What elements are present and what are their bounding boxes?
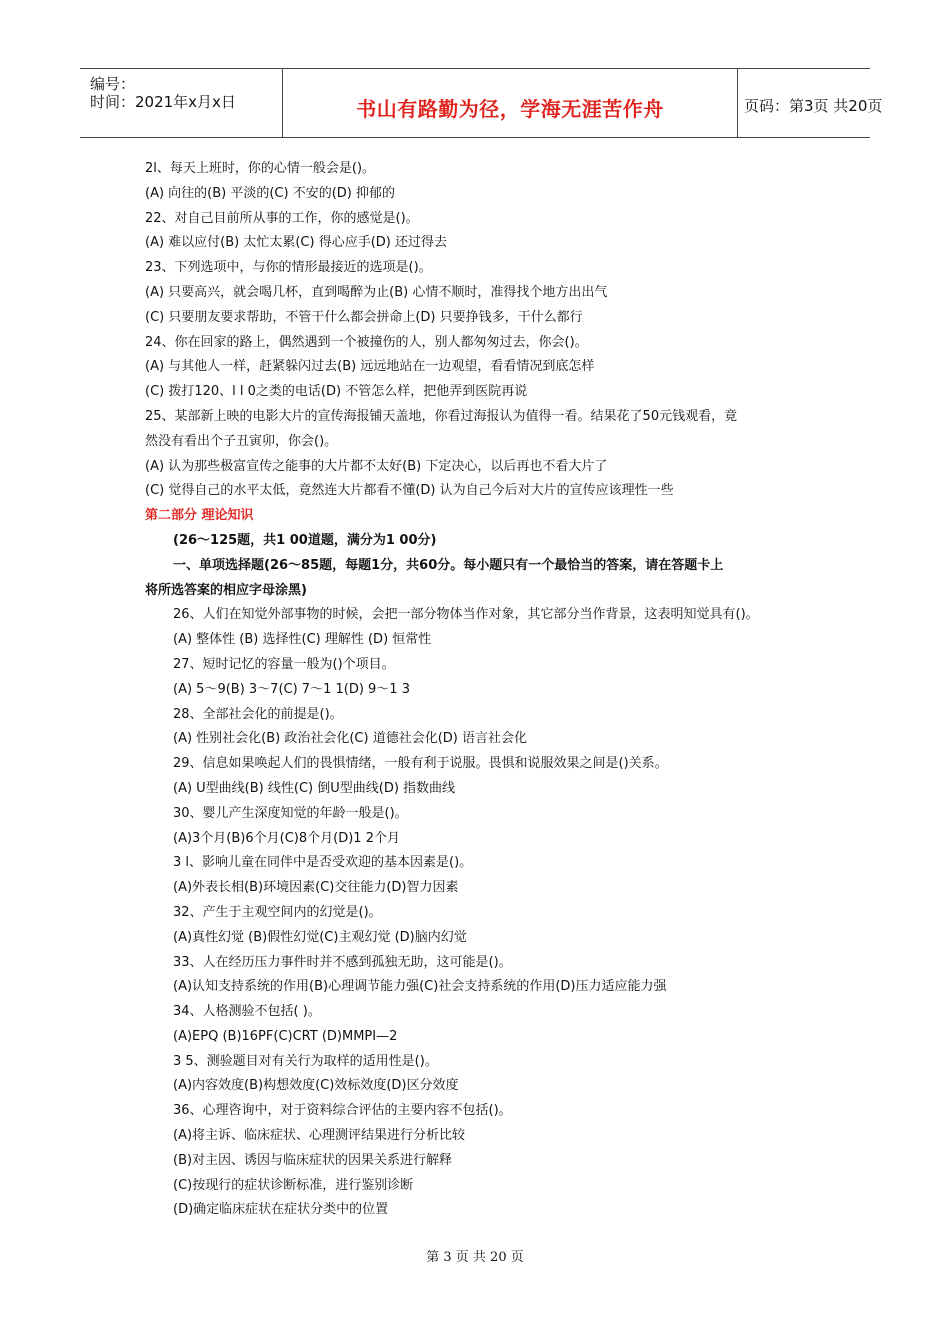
text-line: (A)内容效度(B)构想效度(C)效标效度(D)区分效度	[173, 1078, 459, 1094]
text-line: (C) 觉得自己的水平太低，竟然连大片都看不懂(D) 认为自己今后对大片的宣传应该理性一些	[145, 483, 674, 499]
text-line: 3 5、测验题目对有关行为取样的适用性是()。	[173, 1053, 438, 1069]
page-footer	[0, 1246, 950, 1265]
text-line: 27、短时记忆的容量一般为()个项目。	[173, 656, 395, 672]
text-line: 33、人在经历压力事件时并不感到孤独无助，这可能是()。	[173, 954, 512, 970]
text-line: 26、人们在知觉外部事物的时候，会把一部分物体当作对象，其它部分当作背景，这表明知觉具有()。	[173, 607, 759, 623]
text-line: (A) 5～9(B) 3～7(C) 7～1 1(D) 9～1 3	[173, 681, 410, 697]
text-line: 23、下列选项中，与你的情形最接近的选项是()。	[145, 260, 432, 276]
header-right-cell	[736, 69, 883, 137]
text-line: 然没有看出个子丑寅卯，你会()。	[145, 433, 338, 449]
text-line: 30、婴儿产生深度知觉的年龄一般是()。	[173, 805, 408, 821]
text-line: (26～125题，共1 00道题，满分为1 00分)	[173, 532, 437, 548]
text-line: 29、信息如果唤起人们的畏惧情绪，一般有利于说服。畏惧和说服效果之间是()关系。	[173, 756, 668, 772]
text-line: (A) 向往的(B) 平淡的(C) 不安的(D) 抑郁的	[145, 185, 396, 201]
section-heading: 第二部分 理论知识	[145, 508, 254, 524]
text-line: (C) 只要朋友要求帮助，不管干什么都会拼命上(D) 只要挣钱多，干什么都行	[145, 309, 583, 325]
text-line: 36、心理咨询中，对于资料综合评估的主要内容不包括()。	[173, 1103, 512, 1119]
text-line: (A)3个月(B)6个月(C)8个月(D)1 2个月	[173, 830, 400, 846]
text-line: (C)按现行的症状诊断标准，进行鉴别诊断	[173, 1177, 414, 1193]
text-line: 34、人格测验不包括( )。	[173, 1004, 321, 1020]
text-line: (A)EPQ (B)16PF(C)CRT (D)MMPI—2	[173, 1028, 398, 1044]
header-page-label: 页码：第3页 共20页	[744, 97, 883, 115]
page-header	[80, 68, 883, 138]
text-line: (A) 难以应付(B) 太忙太累(C) 得心应手(D) 还过得去	[145, 235, 448, 251]
text-line: (A)将主诉、临床症状、心理测评结果进行分析比较	[173, 1128, 466, 1144]
text-line: (A) 只要高兴，就会喝几杯，直到喝醉为止(B) 心情不顺时，准得找个地方出出气	[145, 284, 608, 300]
text-line: 32、产生于主观空间内的幻觉是()。	[173, 904, 382, 920]
text-line: 22、对自己目前所从事的工作，你的感觉是()。	[145, 210, 419, 226]
text-line: 24、你在回家的路上，偶然遇到一个被撞伤的人，别人都匆匆过去，你会()。	[145, 334, 588, 350]
text-line: (D)确定临床症状在症状分类中的位置	[173, 1202, 389, 1218]
header-middle-cell	[282, 69, 738, 137]
text-line: 一、单项选择题(26～85题，每题1分，共60分。每小题只有一个最恰当的答案，请在答题卡上	[173, 557, 724, 573]
header-left-cell	[80, 69, 282, 137]
text-line: (A) 与其他人一样，赶紧躲闪过去(B) 远远地站在一边观望，看看情况到底怎样	[145, 359, 595, 375]
text-line: (A) U型曲线(B) 线性(C) 倒U型曲线(D) 指数曲线	[173, 780, 456, 796]
text-line: (A) 性别社会化(B) 政治社会化(C) 道德社会化(D) 语言社会化	[173, 731, 528, 747]
text-line: (A) 认为那些极富宣传之能事的大片都不太好(B) 下定决心，以后再也不看大片了	[145, 458, 608, 474]
text-line: 3 l、影响儿童在同伴中是否受欢迎的基本因素是()。	[173, 855, 473, 871]
header-motto: 书山有路勤为径，学海无涯苦作舟	[356, 97, 664, 121]
text-line: (A)外表长相(B)环境因素(C)交往能力(D)智力因素	[173, 880, 459, 896]
document-date-label: 时间：2021年x月x日	[90, 93, 236, 111]
text-line: 将所选答案的相应字母涂黑)	[145, 582, 307, 598]
text-line: (C) 拨打120、l l 0之类的电话(D) 不管怎么样，把他弄到医院再说	[145, 384, 528, 400]
text-line: (A)真性幻觉 (B)假性幻觉(C)主观幻觉 (D)脑内幻觉	[173, 929, 467, 945]
text-line: (A)认知支持系统的作用(B)心理调节能力强(C)社会支持系统的作用(D)压力适应能力强	[173, 979, 667, 995]
text-line: (A) 整体性 (B) 选择性(C) 理解性 (D) 恒常性	[173, 632, 432, 648]
document-number-label: 编号：	[90, 75, 136, 93]
text-line: 25、某部新上映的电影大片的宣传海报铺天盖地，你看过海报认为值得一看。结果花了50元钱观看，竟	[145, 408, 738, 424]
document-body	[145, 157, 825, 1223]
text-line: 28、全部社会化的前提是()。	[173, 706, 343, 722]
footer-page-number: 第 3 页 共 20 页	[426, 1250, 524, 1265]
text-line: (B)对主因、诱因与临床症状的因果关系进行解释	[173, 1152, 453, 1168]
text-line: 2l、每天上班时，你的心情一般会是()。	[145, 161, 376, 176]
